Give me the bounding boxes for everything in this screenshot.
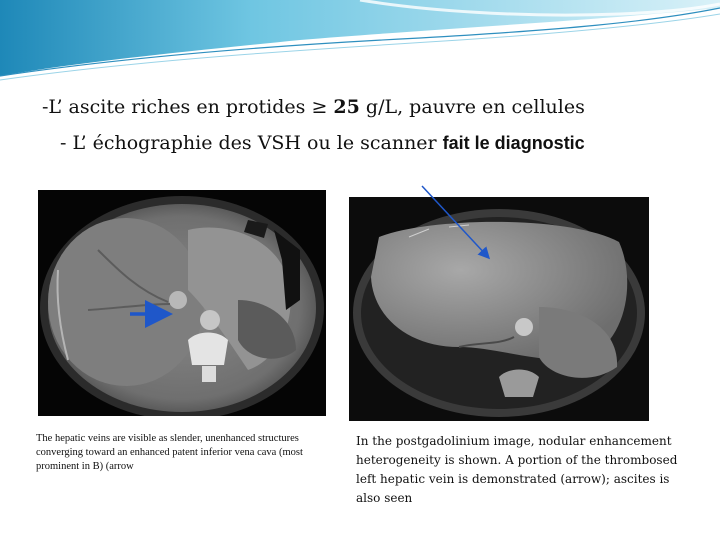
- ascites-text-prefix: -L’ ascite riches en protides ≥: [42, 96, 334, 118]
- header-wave-banner: [0, 0, 720, 90]
- protein-threshold-value: 25: [333, 96, 360, 118]
- mri-scan-image: [349, 197, 649, 421]
- diagnosis-statement: [60, 132, 585, 154]
- diagnosis-text-prefix: - L’ échographie des VSH ou le scanner: [60, 132, 443, 154]
- diagnosis-text-bold: fait le diagnostic: [442, 133, 585, 153]
- ct-caption: The hepatic veins are visible as slender, unenhanced structures converging toward an enhanced patent inferior vena cava (most prominent in B) (arrow: [36, 433, 303, 472]
- mri-caption: In the postgadolinium image, nodular enhancement heterogeneity is shown. A portion of the thrombosed left hepatic vein is demonstrated (arrow); ascites is also seen: [356, 434, 678, 505]
- ascites-statement: [42, 96, 585, 118]
- ascites-text-suffix: g/L, pauvre en cellules: [359, 96, 585, 118]
- ct-scan-image: [38, 190, 326, 416]
